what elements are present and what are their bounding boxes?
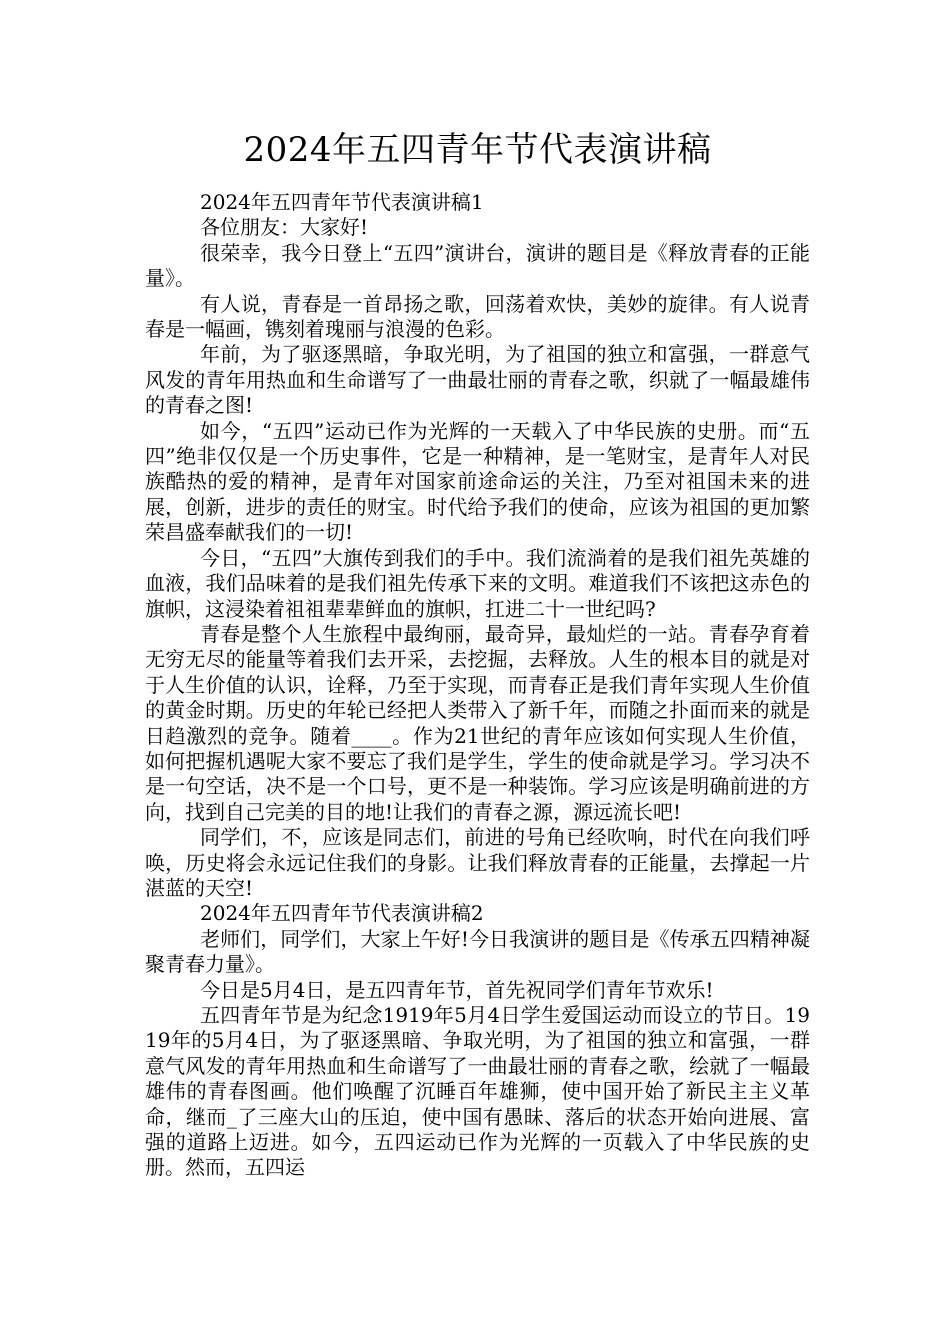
paragraph: 年前，为了驱逐黑暗，争取光明，为了祖国的独立和富强，一群意气风发的青年用热血和生命谱写了一曲最壮丽的青春之歌，织就了一幅最雄伟的青春之图! — [145, 342, 810, 418]
paragraph: 同学们，不，应该是同志们，前进的号角已经吹响，时代在向我们呼唤，历史将会永远记住我们的身影。让我们释放青春的正能量，去撑起一片湛蓝的天空! — [145, 825, 810, 900]
section-heading: 2024年五四青年节代表演讲稿2 — [200, 901, 484, 926]
paragraph: 如今，“五四”运动已作为光辉的一天载入了中华民族的史册。而“五四”绝非仅仅是一个历史事件，它是一种精神，是一笔财宝，是青年人对民族酷热的爱的精神，是青年对国家前途命运的关注，乃至对祖国未来的进展，创新，进步的责任的财宝。时代给予我们的使命，应该为祖国的更加繁荣昌盛奉献我们的一切! — [145, 418, 810, 545]
document-page — [145, 0, 810, 1181]
paragraph: 今日，“五四”大旗传到我们的手中。我们流淌着的是我们祖先英雄的血液，我们品味着的是我们祖先传承下来的文明。难道我们不该把这赤色的旗帜，这浸染着祖祖辈辈鲜血的旗帜，扛进二十一世纪吗? — [145, 545, 810, 621]
paragraph: 有人说，青春是一首昂扬之歌，回荡着欢快，美妙的旋律。有人说青春是一幅画，镌刻着瑰丽与浪漫的色彩。 — [145, 291, 810, 342]
section-heading: 2024年五四青年节代表演讲稿1 — [200, 190, 484, 214]
paragraph: 青春是整个人生旅程中最绚丽，最奇异，最灿烂的一站。青春孕育着无穷无尽的能量等着我们去开采，去挖掘，去释放。人生的根本目的就是对于人生价值的认识，诠释，乃至于实现，而青春正是我们青年实现人生价值的黄金时期。历史的年轮已经把人类带入了新千年，而随之扑面而来的就是日趋激烈的竞争。随着____。作为21世纪的青年应该如何实现人生价值，如何把握机遇呢大家不要忘了我们是学生，学生的使命就是学习。学习决不是一句空话，决不是一个口号，更不是一种装饰。学习应该是明确前进的方向，找到自己完美的目的地!让我们的青春之源，源远流长吧! — [145, 621, 810, 824]
document-body — [145, 190, 810, 1181]
paragraph: 五四青年节是为纪念1919年5月4日学生爱国运动而设立的节日。1919年的5月4日，为了驱逐黑暗、争取光明，为了祖国的独立和富强，一群意气风发的青年用热血和生命谱写了一曲最壮丽的青春之歌，绘就了一幅最雄伟的青春图画。他们唤醒了沉睡百年雄狮，使中国开始了新民主主义革命，继而_了三座大山的压迫，使中国有愚昧、落后的状态开始向进展、富强的道路上迈进。如今，五四运动已作为光辉的一页载入了中华民族的史册。然而，五四运 — [145, 1003, 810, 1180]
document-title: 2024年五四青年节代表演讲稿 — [243, 130, 712, 170]
paragraph: 很荣幸，我今日登上“五四”演讲台，演讲的题目是《释放青春的正能量》。 — [145, 240, 810, 291]
paragraph: 老师们，同学们，大家上午好!今日我演讲的题目是《传承五四精神凝聚青春力量》。 — [145, 926, 810, 977]
paragraph: 今日是5月4日，是五四青年节，首先祝同学们青年节欢乐! — [200, 977, 714, 1002]
greeting: 各位朋友：大家好! — [200, 215, 369, 240]
